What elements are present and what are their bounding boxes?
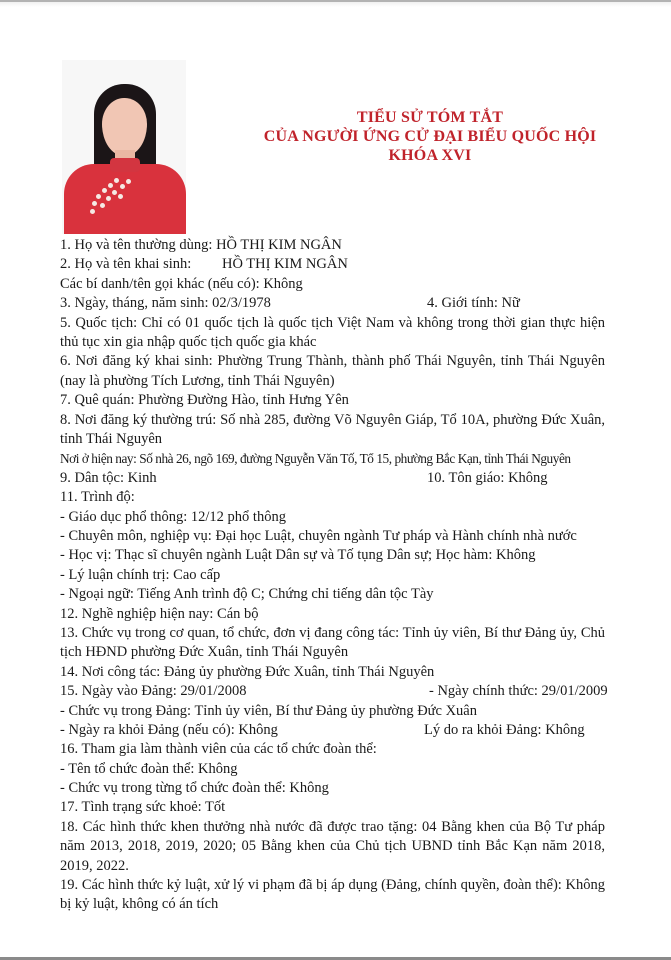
field-academic-degree: - Học vị: Thạc sĩ chuyên ngành Luật Dân sự và Tố tụng Dân sự; Học hàm: Không: [60, 547, 536, 564]
field-common-name: 1. Họ và tên thường dùng: HỒ THỊ KIM NGÂN: [60, 237, 342, 253]
biography-body: [60, 236, 608, 915]
field-gender: 4. Giới tính: Nữ: [427, 295, 520, 312]
field-organization-name: - Tên tổ chức đoàn thể: Không: [60, 760, 238, 777]
title-line-1: TIỂU SỬ TÓM TẮT: [356, 109, 504, 126]
field-current-residence: Nơi ở hiện nay: Số nhà 26, ngõ 169, đường Nguyễn Văn Tố, Tổ 15, phường Bắc Kạn, tỉnh Thái Nguyên: [60, 451, 571, 467]
portrait-collar: [110, 158, 140, 172]
field-party-leave-date: - Ngày ra khỏi Đảng (nếu có): Không: [60, 721, 278, 738]
document-title: [230, 108, 630, 165]
field-aliases: Các bí danh/tên gọi khác (nếu có): Không: [60, 275, 303, 292]
field-party-position: - Chức vụ trong Đảng: Tỉnh ủy viên, Bí thư Đảng ủy phường Đức Xuân: [60, 702, 477, 719]
field-birth-name-value: HỒ THỊ KIM NGÂN: [222, 256, 348, 273]
field-ethnicity: 9. Dân tộc: Kinh: [60, 469, 157, 486]
title-line-3: KHÓA XVI: [388, 147, 472, 164]
portrait-flower-embroidery: [84, 176, 132, 216]
field-permanent-residence: 8. Nơi đăng ký thường trú: Số nhà 285, đường Võ Nguyên Giáp, Tổ 10A, phường Đức Xuân, tỉnh Thái Nguyên: [60, 411, 605, 447]
field-birth-registration: 6. Nơi đăng ký khai sinh: Phường Trung Thành, thành phố Thái Nguyên, tỉnh Thái Nguyên (nay là phường Tích Lương, tỉnh Thái Nguyên): [60, 353, 605, 389]
field-hometown: 7. Quê quán: Phường Đường Hào, tỉnh Hưng Yên: [60, 392, 349, 409]
field-party-official-date: - Ngày chính thức: 29/01/2009: [429, 683, 608, 700]
field-birth-name-label: 2. Họ và tên khai sinh:: [60, 256, 192, 273]
field-political-theory: - Lý luận chính trị: Cao cấp: [60, 566, 221, 583]
field-occupation: 12. Nghề nghiệp hiện nay: Cán bộ: [60, 605, 259, 622]
title-line-2: CỦA NGƯỜI ỨNG CỬ ĐẠI BIỂU QUỐC HỘI: [263, 128, 597, 145]
field-health: 17. Tình trạng sức khoẻ: Tốt: [60, 799, 226, 816]
field-birthdate: 3. Ngày, tháng, năm sinh: 02/3/1978: [60, 295, 271, 312]
field-party-leave-row: [60, 721, 605, 740]
field-nationality: 5. Quốc tịch: Chỉ có 01 quốc tịch là quốc tịch Việt Nam và không trong thời gian thực hiện thủ tục xin gia nhập quốc tịch quốc gia khác: [60, 314, 605, 350]
field-ethnicity-row: [60, 469, 605, 488]
top-shadow: [0, 2, 671, 7]
field-birth-name: [60, 255, 605, 274]
field-awards: 18. Các hình thức khen thưởng nhà nước đã được trao tặng: 04 Bằng khen của Bộ Tư pháp năm 2013, 2018, 2019, 2020; 05 Bằng khen của Chủ tịch UBND tỉnh Bắc Kạn năm 2018, 2019, 2022.: [60, 818, 605, 874]
field-workplace: 14. Nơi công tác: Đảng ủy phường Đức Xuân, tỉnh Thái Nguyên: [60, 663, 435, 680]
field-organizations-heading: 16. Tham gia làm thành viên của các tổ chức đoàn thể:: [60, 741, 377, 758]
field-discipline: 19. Các hình thức kỷ luật, xử lý vi phạm đã bị áp dụng (Đảng, chính quyền, đoàn thể): Không bị kỷ luật, không có án tích: [60, 877, 605, 913]
field-party-join-date: 15. Ngày vào Đảng: 29/01/2008: [60, 683, 247, 700]
field-professional-training: - Chuyên môn, nghiệp vụ: Đại học Luật, chuyên ngành Tư pháp và Hành chính nhà nước: [60, 527, 577, 544]
field-birthdate-row: [60, 294, 605, 313]
field-education-heading: 11. Trình độ:: [60, 489, 135, 506]
field-current-position: 13. Chức vụ trong cơ quan, tổ chức, đơn vị đang công tác: Tỉnh ủy viên, Bí thư Đảng ủy, Chủ tịch HĐND phường Đức Xuân, tỉnh Thái Nguyên: [60, 624, 605, 661]
field-organization-position: - Chức vụ trong từng tổ chức đoàn thể: Không: [60, 780, 329, 797]
field-party-join-row: [60, 682, 608, 701]
field-religion: 10. Tôn giáo: Không: [427, 469, 548, 486]
field-general-education: - Giáo dục phổ thông: 12/12 phổ thông: [60, 508, 286, 525]
field-foreign-language: - Ngoại ngữ: Tiếng Anh trình độ C; Chứng chỉ tiếng dân tộc Tày: [60, 586, 434, 603]
candidate-portrait: [62, 60, 186, 234]
field-party-leave-reason: Lý do ra khỏi Đảng: Không: [424, 721, 585, 738]
